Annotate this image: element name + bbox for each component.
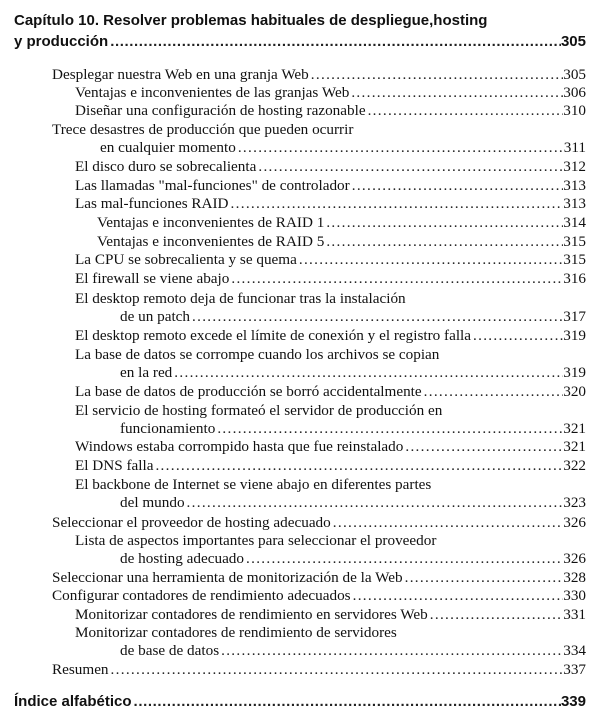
toc-page: 320 bbox=[563, 383, 586, 400]
chapter-page: 305 bbox=[560, 33, 586, 50]
toc-entry-continuation: de hosting adecuado bbox=[120, 550, 244, 567]
toc-entry-text: El servicio de hosting formateó el servidor de producción en bbox=[75, 402, 443, 419]
dot-leader bbox=[403, 438, 563, 456]
toc-entry-continuation: funcionamiento bbox=[120, 420, 216, 437]
chapter-title-row bbox=[14, 33, 586, 51]
toc-entry bbox=[120, 494, 586, 512]
toc-entry bbox=[75, 438, 586, 456]
toc-entry-text: La CPU se sobrecalienta y se quema bbox=[75, 251, 297, 268]
index-row bbox=[14, 693, 586, 711]
toc-page: 337 bbox=[563, 661, 586, 678]
dot-leader bbox=[324, 233, 563, 251]
dot-leader bbox=[331, 514, 563, 532]
toc-entry bbox=[120, 308, 586, 326]
toc-entry-text: Seleccionar una herramienta de monitorización de la Web bbox=[52, 569, 403, 586]
toc-entry bbox=[75, 457, 586, 475]
dot-leader bbox=[229, 195, 564, 213]
toc-page: 334 bbox=[563, 642, 586, 659]
dot-leader bbox=[109, 661, 564, 679]
toc-page: 322 bbox=[563, 457, 586, 474]
toc-entry bbox=[120, 364, 586, 382]
dot-leader bbox=[471, 327, 563, 345]
toc-entry bbox=[120, 550, 586, 568]
index-page: 339 bbox=[560, 693, 586, 710]
dot-leader bbox=[366, 102, 564, 120]
toc-entry bbox=[75, 270, 586, 288]
toc-entry-text: Monitorizar contadores de rendimiento en servidores Web bbox=[75, 606, 428, 623]
toc-entry bbox=[100, 139, 586, 157]
toc-entry bbox=[52, 66, 586, 84]
index-title: Índice alfabético bbox=[14, 693, 132, 710]
toc-entry-text: El firewall se viene abajo bbox=[75, 270, 230, 287]
toc-entry-text: Trece desastres de producción que pueden ocurrir bbox=[52, 121, 354, 138]
dot-leader bbox=[215, 420, 563, 438]
toc-page: 319 bbox=[563, 327, 586, 344]
toc-entry bbox=[120, 420, 586, 438]
toc-page: 323 bbox=[563, 494, 586, 511]
toc-entry-continuation: en la red bbox=[120, 364, 173, 381]
toc-entry-text: Monitorizar contadores de rendimiento de servidores bbox=[75, 624, 397, 641]
toc-entry-text: La base de datos de producción se borró accidentalmente bbox=[75, 383, 422, 400]
toc-entry-text: El disco duro se sobrecalienta bbox=[75, 158, 257, 175]
dot-leader bbox=[229, 270, 563, 288]
toc-page: 317 bbox=[563, 308, 586, 325]
dot-leader bbox=[185, 494, 564, 512]
toc-page: 315 bbox=[563, 251, 586, 268]
toc-entry bbox=[52, 587, 586, 605]
dot-leader bbox=[349, 84, 563, 102]
toc-entry-text: El desktop remoto excede el límite de conexión y el registro falla bbox=[75, 327, 472, 344]
dot-leader bbox=[403, 569, 564, 587]
toc-page: 314 bbox=[563, 214, 586, 231]
dot-leader bbox=[153, 457, 563, 475]
toc-page: 326 bbox=[563, 514, 586, 531]
toc-entry-continuation: de un patch bbox=[120, 308, 191, 325]
toc-page: 315 bbox=[563, 233, 586, 250]
chapter-title-line1: Capítulo 10. Resolver problemas habituales de despliegue,hosting bbox=[14, 12, 488, 29]
toc-entry-continuation: en cualquier momento bbox=[100, 139, 236, 156]
toc-entry bbox=[75, 251, 586, 269]
toc-entry bbox=[75, 606, 586, 624]
dot-leader bbox=[190, 308, 563, 326]
dot-leader bbox=[350, 177, 564, 195]
toc-entry-text: Desplegar nuestra Web en una granja Web bbox=[52, 66, 309, 83]
toc-page: 313 bbox=[563, 177, 586, 194]
chapter-title-line2: y producción bbox=[14, 33, 109, 50]
toc-entry-text: Windows estaba corrompido hasta que fue reinstalado bbox=[75, 438, 404, 455]
toc-page: 326 bbox=[563, 550, 586, 567]
toc-page: 328 bbox=[563, 569, 586, 586]
toc-entry-text: Las llamadas "mal-funciones" de controlador bbox=[75, 177, 350, 194]
toc-page: 313 bbox=[563, 195, 586, 212]
dot-leader bbox=[428, 606, 563, 624]
toc-entry bbox=[75, 177, 586, 195]
dot-leader bbox=[219, 642, 563, 660]
dot-leader bbox=[172, 364, 563, 382]
toc-entry-text: Configurar contadores de rendimiento adecuados bbox=[52, 587, 351, 604]
dot-leader bbox=[244, 550, 563, 568]
toc-entry-text: Lista de aspectos importantes para seleccionar el proveedor bbox=[75, 532, 437, 549]
toc-entry-text: Las mal-funciones RAID bbox=[75, 195, 229, 212]
toc-entry-text: La base de datos se corrompe cuando los archivos se copian bbox=[75, 346, 440, 363]
dot-leader bbox=[324, 214, 563, 232]
toc-entry bbox=[52, 569, 586, 587]
toc-entry bbox=[75, 102, 586, 120]
toc-entry-text: El backbone de Internet se viene abajo en diferentes partes bbox=[75, 476, 432, 493]
toc-entry-text: El desktop remoto deja de funcionar tras la instalación bbox=[75, 290, 406, 307]
toc-page: 319 bbox=[563, 364, 586, 381]
toc-entry-text: Ventajas e inconvenientes de RAID 5 bbox=[97, 233, 325, 250]
dot-leader bbox=[309, 66, 563, 84]
toc-entry bbox=[97, 214, 586, 232]
dot-leader bbox=[297, 251, 563, 269]
toc-entry-text: Seleccionar el proveedor de hosting adecuado bbox=[52, 514, 331, 531]
dot-leader bbox=[132, 693, 561, 711]
dot-leader bbox=[236, 139, 564, 157]
toc-entry-text: Resumen bbox=[52, 661, 109, 678]
toc-entry-text: Ventajas e inconvenientes de RAID 1 bbox=[97, 214, 325, 231]
toc-page: 311 bbox=[563, 139, 586, 156]
toc-page: 305 bbox=[563, 66, 586, 83]
toc-entry bbox=[75, 84, 586, 102]
dot-leader bbox=[108, 33, 561, 51]
toc-entry bbox=[120, 642, 586, 660]
toc-page: 331 bbox=[563, 606, 586, 623]
toc-entry-continuation: del mundo bbox=[120, 494, 185, 511]
toc-entry-text: Ventajas e inconvenientes de las granjas Web bbox=[75, 84, 350, 101]
toc-page: 306 bbox=[563, 84, 586, 101]
toc-entry bbox=[75, 327, 586, 345]
toc-page: 312 bbox=[563, 158, 586, 175]
dot-leader bbox=[351, 587, 564, 605]
toc-page: 316 bbox=[563, 270, 586, 287]
toc-page: 310 bbox=[563, 102, 586, 119]
toc-page: 330 bbox=[563, 587, 586, 604]
toc-entry bbox=[52, 514, 586, 532]
toc-page: 321 bbox=[563, 420, 586, 437]
toc-entry bbox=[52, 661, 586, 679]
dot-leader bbox=[256, 158, 563, 176]
toc-entry bbox=[75, 158, 586, 176]
toc-entry bbox=[75, 383, 586, 401]
toc-entry bbox=[97, 233, 586, 251]
dot-leader bbox=[422, 383, 564, 401]
toc-entry-continuation: de base de datos bbox=[120, 642, 220, 659]
toc-entry-text: El DNS falla bbox=[75, 457, 154, 474]
toc-page: 321 bbox=[563, 438, 586, 455]
toc-entry-text: Diseñar una configuración de hosting razonable bbox=[75, 102, 366, 119]
toc-entry bbox=[75, 195, 586, 213]
